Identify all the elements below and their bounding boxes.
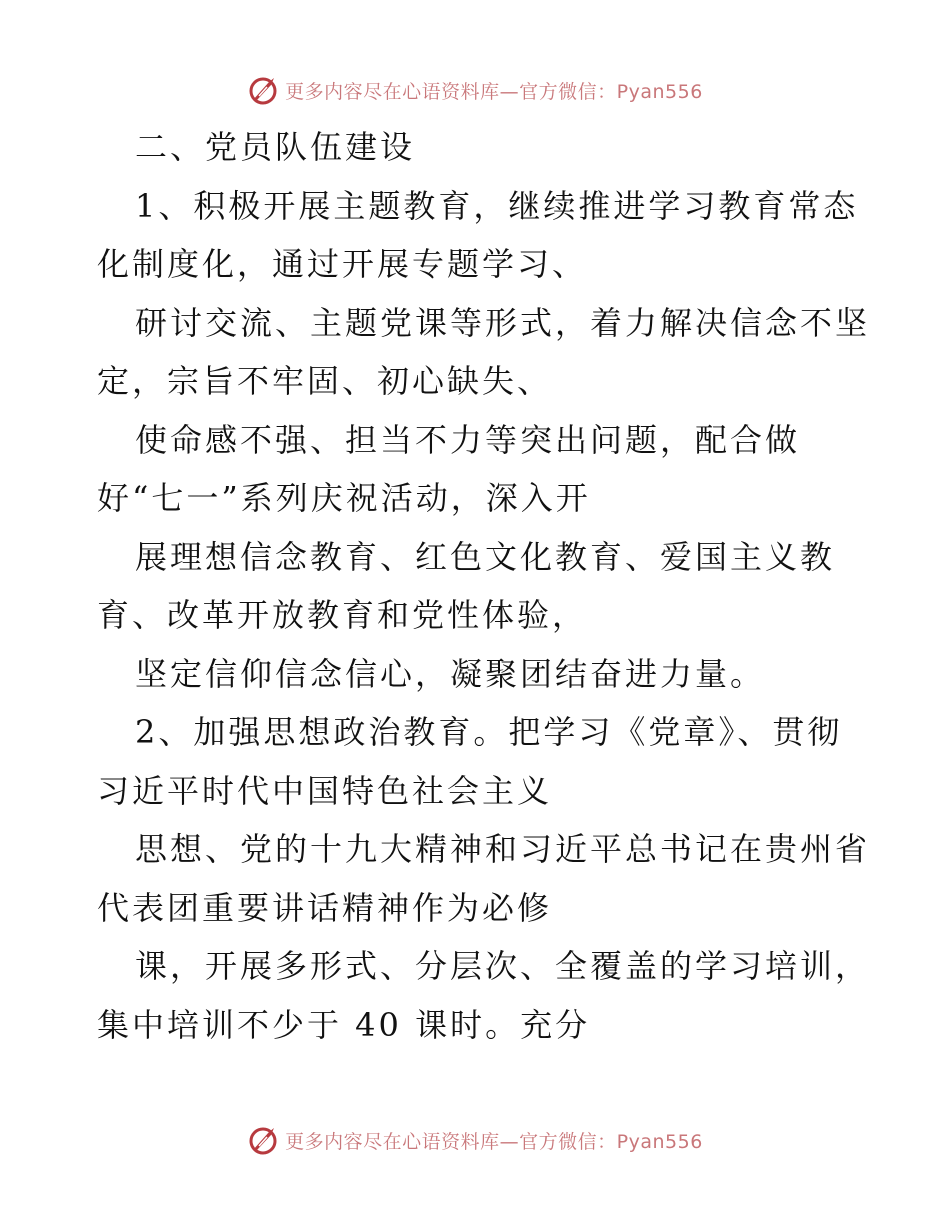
text-line: 使命感不强、担当不力等突出问题，配合做 [135,421,801,459]
text-line: 集中培训不少于 40 课时。充分 [97,1006,591,1044]
text-line: 坚定信仰信念信心，凝聚团结奋进力量。 [135,655,766,693]
text-line: 思想、党的十九大精神和习近平总书记在贵州省 [135,830,871,868]
text-line: 课，开展多形式、分层次、全覆盖的学习培训， [135,947,871,985]
watermark-label: 更多内容尽在心语资料库—官方微信： [285,80,617,103]
text-line: 习近平时代中国特色社会主义 [97,772,553,810]
text-line: 定，宗旨不牢固、初心缺失、 [97,362,553,400]
watermark-brand: Pyan556 [616,80,703,103]
quill-logo-icon [247,1124,279,1156]
text-line: 好“七一”系列庆祝活动，深入开 [97,479,591,517]
text-line: 展理想信念教育、红色文化教育、爱国主义教 [135,538,836,576]
text-line: 1、积极开展主题教育，继续推进学习教育常态 [135,187,859,225]
watermark-text [285,1127,703,1154]
text-line: 研讨交流、主题党课等形式，着力解决信念不坚 [135,304,871,342]
footer-watermark [0,1120,950,1160]
section-heading: 二、党员队伍建设 [135,128,416,166]
text-line: 化制度化，通过开展专题学习、 [97,245,588,283]
watermark-brand: Pyan556 [616,1130,703,1153]
watermark-label: 更多内容尽在心语资料库—官方微信： [285,1130,617,1153]
text-line: 2、加强思想政治教育。把学习《党章》、贯彻 [135,713,843,751]
text-line: 代表团重要讲话精神作为必修 [97,889,553,927]
text-line: 育、改革开放教育和党性体验， [97,596,588,634]
